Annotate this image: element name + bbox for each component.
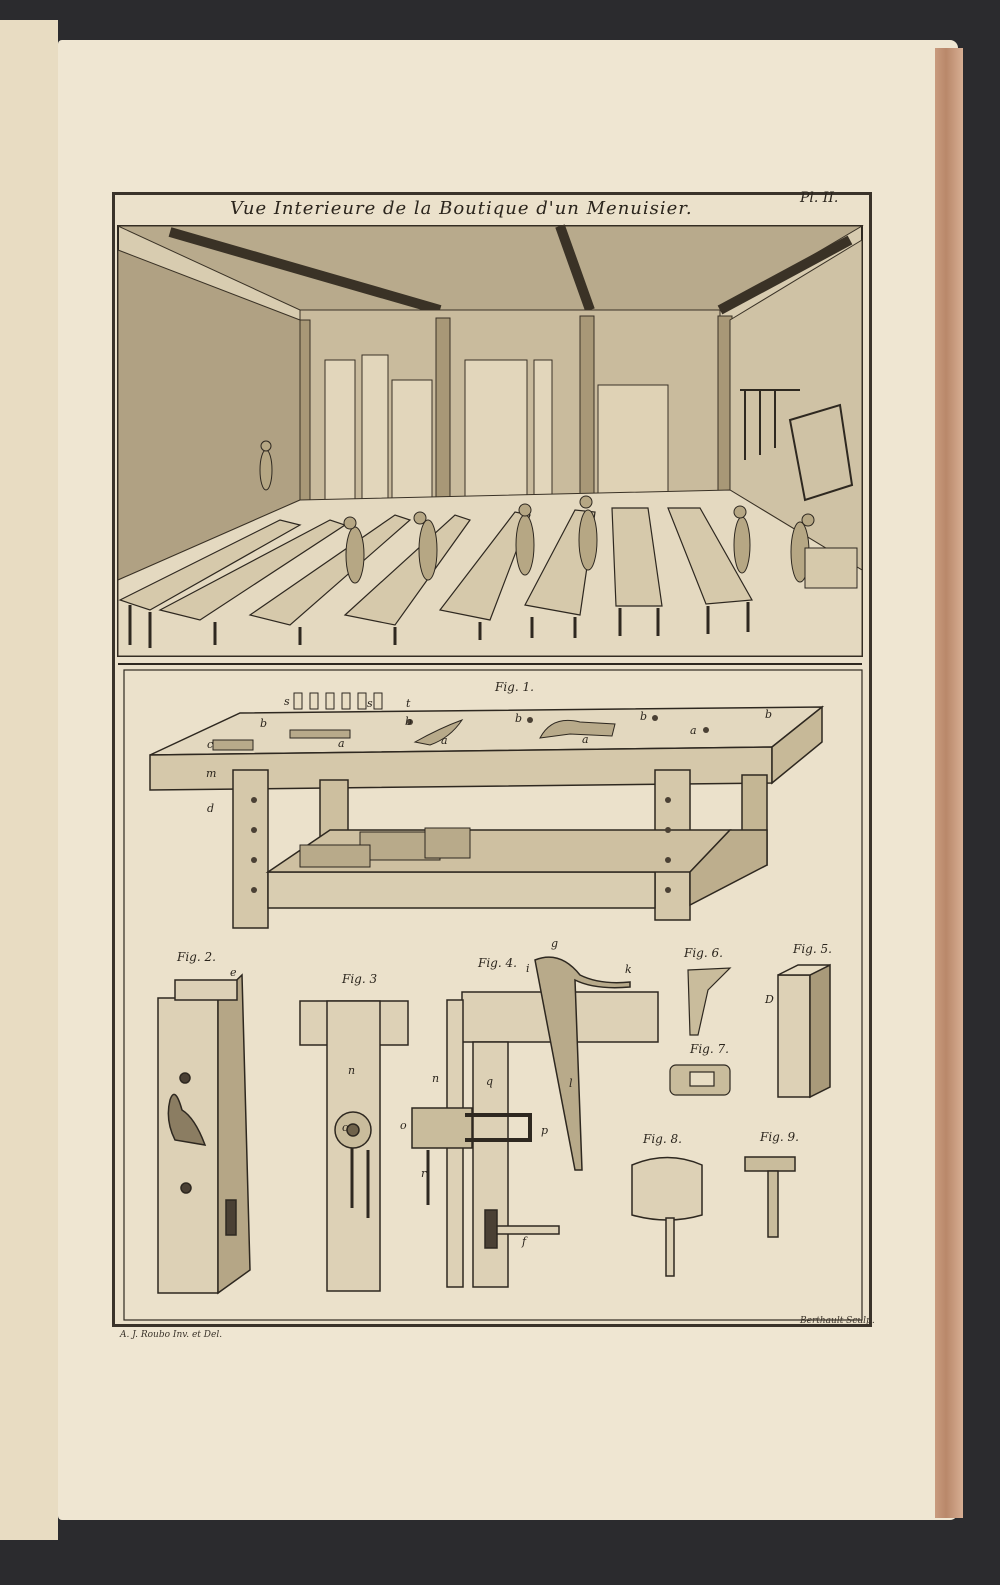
door-panel xyxy=(465,360,527,498)
letter-r: r xyxy=(421,1167,427,1180)
letter-n: n xyxy=(432,1072,440,1085)
small-workbench xyxy=(805,548,857,588)
letter-b: b xyxy=(515,712,523,725)
fig4-label: Fig. 4. xyxy=(478,956,517,970)
fig3-vise-post xyxy=(300,1001,408,1291)
letter-b: b xyxy=(405,715,413,728)
letter-d: d xyxy=(207,802,215,815)
letter-l: l xyxy=(569,1077,573,1090)
letter-s: s xyxy=(367,697,373,710)
door-panel xyxy=(325,360,355,500)
letter-m: m xyxy=(206,767,217,780)
plate-number: Pl. II. xyxy=(800,190,839,206)
letter-a: a xyxy=(690,724,697,737)
letter-s: s xyxy=(284,695,290,708)
fig4-vise xyxy=(412,957,658,1287)
post xyxy=(580,316,594,496)
letter-a: a xyxy=(338,737,345,750)
fig3-label: Fig. 3 xyxy=(342,972,378,986)
letter-D: D xyxy=(765,993,774,1006)
fig5-label: Fig. 5. xyxy=(793,942,832,956)
letter-c: c xyxy=(207,738,214,751)
letter-k: k xyxy=(625,963,632,976)
letter-e: e xyxy=(230,966,237,979)
letter-g: g xyxy=(551,937,559,950)
fig8-label: Fig. 8. xyxy=(643,1132,682,1146)
letter-b: b xyxy=(260,717,268,730)
window-frame xyxy=(598,385,668,495)
door-panel xyxy=(362,355,388,500)
fig8-mallet xyxy=(632,1158,702,1277)
fig7-label: Fig. 7. xyxy=(690,1042,729,1056)
fig5-block xyxy=(778,965,830,1097)
letter-t: t xyxy=(406,697,411,710)
credit-left: A. J. Roubo Inv. et Del. xyxy=(120,1330,223,1340)
letter-o: o xyxy=(400,1119,407,1132)
letter-p: p xyxy=(541,1124,549,1137)
letter-o: o xyxy=(342,1121,349,1134)
door-panel xyxy=(392,380,432,500)
fig6-fig7-tools xyxy=(670,968,730,1095)
letter-a: a xyxy=(582,733,589,746)
letter-b: b xyxy=(765,708,773,721)
fig6-label: Fig. 6. xyxy=(684,946,723,960)
post xyxy=(436,318,450,500)
plate-title: Vue Interieure de la Boutique d'un Menuisier. xyxy=(230,198,693,219)
letter-a: a xyxy=(441,734,448,747)
fig9-label: Fig. 9. xyxy=(760,1130,799,1144)
letter-q: q xyxy=(486,1075,494,1088)
fig1-label: Fig. 1. xyxy=(495,680,534,694)
fig9-hammer xyxy=(745,1157,795,1237)
fig2-bench-leg xyxy=(158,975,250,1293)
door-panel xyxy=(534,360,552,498)
credit-right: Berthault Sculp. xyxy=(800,1316,875,1326)
letter-f: f xyxy=(522,1235,527,1248)
letter-b: b xyxy=(640,710,648,723)
letter-i: i xyxy=(526,962,530,975)
fig2-label: Fig. 2. xyxy=(177,950,216,964)
letter-n: n xyxy=(348,1064,356,1077)
